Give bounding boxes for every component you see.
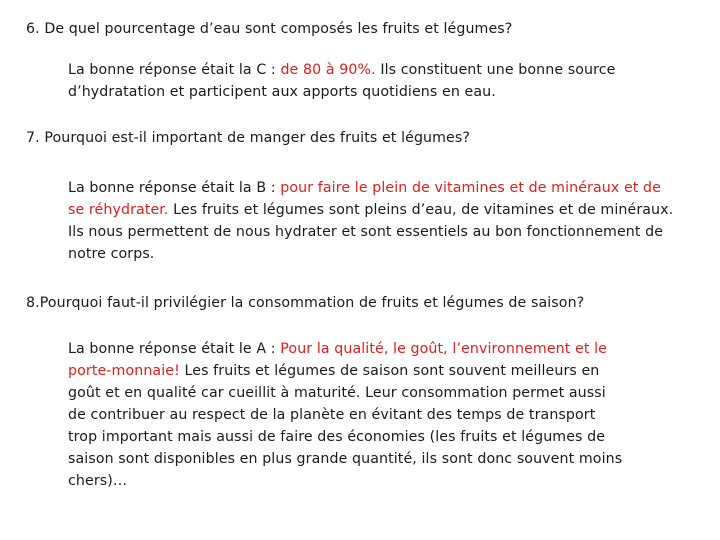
answer-7	[68, 177, 673, 265]
answer-8-line-1	[68, 338, 622, 360]
question-7: 7. Pourquoi est-il important de manger des fruits et légumes?	[26, 130, 471, 146]
answer-text: Les fruits et légumes de saison sont souvent meilleurs en	[179, 363, 600, 379]
answer-intro: La bonne réponse était la B :	[68, 180, 281, 196]
answer-8-line-5: trop important mais aussi de faire des économies (les fruits et légumes de	[68, 429, 606, 445]
answer-text: Ils constituent une bonne source	[375, 62, 616, 78]
correct-answer-highlight: porte-monnaie!	[68, 363, 180, 379]
answer-8	[68, 338, 622, 492]
answer-8-line-6: saison sont disponibles en plus grande quantité, ils sont donc souvent moins	[68, 451, 623, 467]
answer-intro: La bonne réponse était la C :	[68, 62, 281, 78]
answer-6-line-2: d’hydratation et participent aux apports quotidiens en eau.	[68, 84, 496, 100]
answer-8-line-4: de contribuer au respect de la planète en évitant des temps de transport	[68, 407, 596, 423]
question-8: 8.Pourquoi faut-il privilégier la consommation de fruits et légumes de saison?	[26, 295, 585, 311]
answer-8-line-3: goût et en qualité car cueillit à maturité. Leur consommation permet aussi	[68, 385, 606, 401]
answer-7-line-3: Ils nous permettent de nous hydrater et sont essentiels au bon fonctionnement de	[68, 224, 664, 240]
answer-text: Les fruits et légumes sont pleins d’eau, de vitamines et de minéraux.	[168, 202, 674, 218]
answer-6	[68, 59, 616, 103]
correct-answer-highlight: pour faire le plein de vitamines et de minéraux et de	[280, 180, 661, 196]
correct-answer-highlight: de 80 à 90%.	[280, 62, 376, 78]
answer-8-line-2	[68, 360, 622, 382]
correct-answer-highlight: se réhydrater.	[68, 202, 169, 218]
answer-8-line-7: chers)…	[68, 473, 128, 489]
answer-7-line-4: notre corps.	[68, 246, 155, 262]
answer-7-line-2	[68, 199, 673, 221]
answer-6-line-1	[68, 59, 616, 81]
question-6: 6. De quel pourcentage d’eau sont composés les fruits et légumes?	[26, 21, 513, 37]
answer-intro: La bonne réponse était le A :	[68, 341, 281, 357]
answer-7-line-1	[68, 177, 673, 199]
correct-answer-highlight: Pour la qualité, le goût, l’environnement et le	[280, 341, 608, 357]
